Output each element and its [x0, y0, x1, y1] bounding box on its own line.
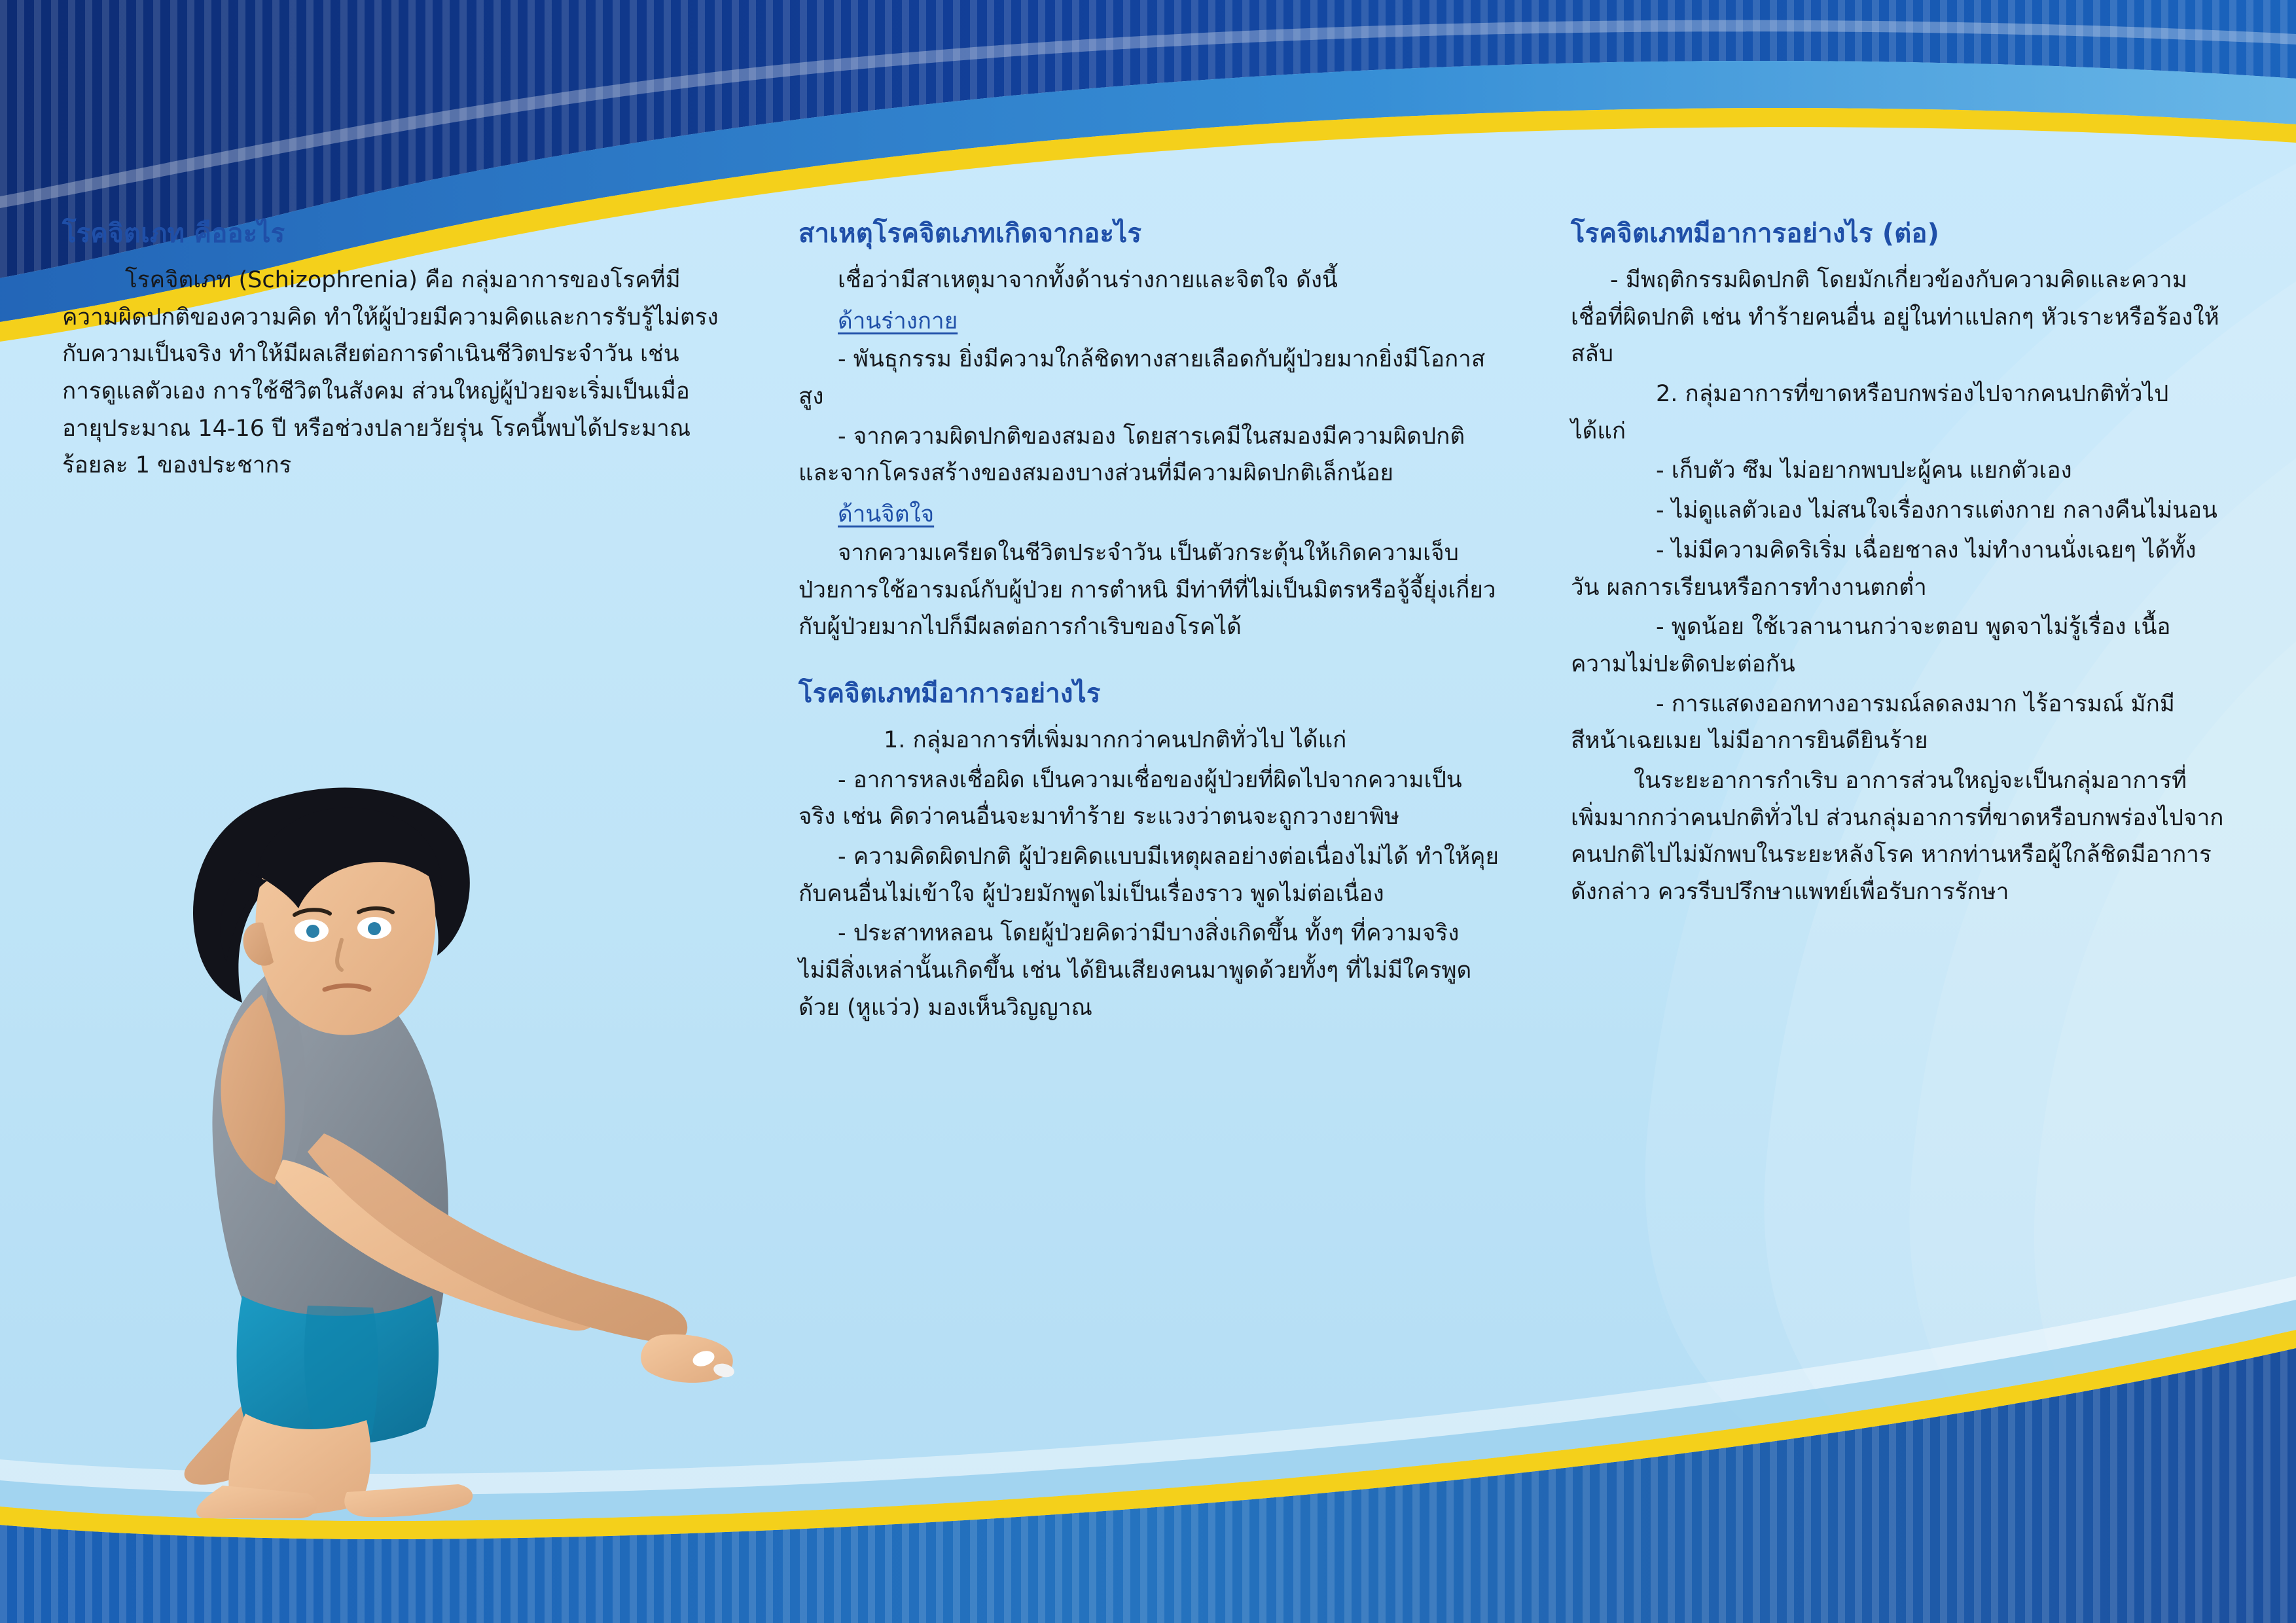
symptom-group-2-item-1: - เก็บตัว ซึม ไม่อยากพบปะผู้คน แยกตัวเอง: [1656, 457, 2072, 484]
column-2: [772, 216, 1545, 1029]
symptom-group-2-item-3: - ไม่มีความคิดริเริ่ม เฉื่อยชาลง ไม่ทำงานนั่งเฉยๆ ได้ทั้งวัน ผลการเรียนหรือการทำงานตกต่ำ: [1571, 537, 2197, 601]
symptom-group-2-item-5: - การแสดงออกทางอารมณ์ลดลงมาก ไร้อารมณ์ มักมีสีหน้าเฉยเมย ไม่มีอาการยินดียินร้าย: [1571, 690, 2175, 755]
mental-cause-item-1: จากความเครียดในชีวิตประจำวัน เป็นตัวกระตุ้นให้เกิดความเจ็บป่วยการใช้อารมณ์กับผู้ป่วย การตำหนิ มีท่าทีที่ไม่เป็นมิตรหรือจู้จี้ยุ่งเกี่ยวกับผู้ป่วยมากไปก็มีผลต่อการกำเริบของโรคได้: [798, 539, 1496, 641]
causes-intro: เชื่อว่ามีสาเหตุมาจากทั้งด้านร่างกายและจิตใจ ดังนี้: [838, 267, 1338, 293]
column-1-heading: โรคจิตเภท คืออะไร: [62, 219, 285, 249]
symptom-group-2-title: 2. กลุ่มอาการที่ขาดหรือบกพร่องไปจากคนปกติทั่วไป ได้แก่: [1571, 381, 2169, 444]
column-3-heading: โรคจิตเภทมีอาการอย่างไร (ต่อ): [1571, 219, 1940, 249]
physical-causes-label: [798, 303, 1499, 340]
mental-causes-label: [798, 496, 1499, 533]
mental-causes-label-text: ด้านจิตใจ: [838, 501, 935, 528]
symptom-group-1-item-2: - ความคิดผิดปกติ ผู้ป่วยคิดแบบมีเหตุผลอย่างต่อเนื่องไม่ได้ ทำให้คุยกับคนอื่นไม่เข้าใจ ผู้ป่วยมักพูดไม่เป็นเรื่องราว พูดไม่ต่อเนื่อง: [798, 843, 1499, 907]
column-2-heading-2: โรคจิตเภทมีอาการอย่างไร: [798, 678, 1101, 709]
closing-paragraph: ในระยะอาการกำเริบ อาการส่วนใหญ่จะเป็นกลุ่มอาการที่เพิ่มมากกว่าคนปกติทั่วไป ส่วนกลุ่มอาการที่ขาดหรือบกพร่องไปจากคนปกติไปไม่มักพบในระยะหลังโรค หากท่านหรือผู้ใกล้ชิดมีอาการดังกล่าว ควรรีบปรึกษาแพทย์เพื่อรับการรักษา: [1571, 767, 2224, 905]
physical-cause-item-2: - จากความผิดปกติของสมอง โดยสารเคมีในสมองมีความผิดปกติและจากโครงสร้างของสมองบางส่วนที่มีความผิดปกติเล็กน้อย: [798, 423, 1465, 487]
symptom-group-1-item-1: - อาการหลงเชื่อผิด เป็นความเชื่อของผู้ป่วยที่ผิดไปจากความเป็นจริง เช่น คิดว่าคนอื่นจะมาทำร้าย ระแวงว่าตนจะถูกวางยาพิษ: [798, 766, 1462, 830]
content-columns: [0, 216, 2296, 1525]
column-1-paragraph: โรคจิตเภท (Schizophrenia) คือ กลุ่มอาการของโรคที่มีความผิดปกติของความคิด ทำให้ผู้ป่วยมีความคิดและการรับรู้ไม่ตรงกับความเป็นจริง ทำให้มีผลเสียต่อการดำเนินชีวิตประจำวัน เช่น การดูแลตัวเอง การใช้ชีวิตในสังคม ส่วนใหญ่ผู้ป่วยจะเริ่มเป็นเมื่ออายุประมาณ 14-16 ปี หรือช่วงปลายวัยรุ่น โรคนี้พบได้ประมาณร้อยละ 1 ของประชากร: [62, 267, 719, 479]
symptom-group-1-item-4: - มีพฤติกรรมผิดปกติ โดยมักเกี่ยวข้องกับความคิดและความเชื่อที่ผิดปกติ เช่น ทำร้ายคนอื่น อยู่ในท่าแปลกๆ หัวเราะหรือร้องให้สลับ: [1571, 267, 2219, 368]
column-1: [0, 216, 772, 487]
symptom-group-2-item-4: - พูดน้อย ใช้เวลานานกว่าจะตอบ พูดจาไม่รู้เรื่อง เนื้อความไม่ปะติดปะต่อกัน: [1571, 614, 2171, 677]
symptom-group-1-item-3: - ประสาทหลอน โดยผู้ป่วยคิดว่ามีบางสิ่งเกิดขึ้น ทั้งๆ ที่ความจริงไม่มีสิ่งเหล่านั้นเกิดขึ้น เช่น ได้ยินเสียงคนมาพูดด้วยทั้งๆ ที่ไม่มีใครพูดด้วย (หูแว่ว) มองเห็นวิญญาณ: [798, 920, 1472, 1021]
symptom-group-2-item-2: - ไม่ดูแลตัวเอง ไม่สนใจเรื่องการแต่งกาย กลางคืนไม่นอน: [1656, 497, 2217, 524]
column-3: [1545, 216, 2296, 914]
column-2-heading: สาเหตุโรคจิตเภทเกิดจากอะไร: [798, 219, 1142, 249]
physical-cause-item-1: - พันธุกรรม ยิ่งมีความใกล้ชิดทางสายเลือดกับผู้ป่วยมากยิ่งมีโอกาสสูง: [798, 346, 1486, 410]
physical-causes-label-text: ด้านร่างกาย: [838, 308, 958, 334]
symptom-group-1-title: 1. กลุ่มอาการที่เพิ่มมากกว่าคนปกติทั่วไป ได้แก่: [884, 726, 1347, 753]
